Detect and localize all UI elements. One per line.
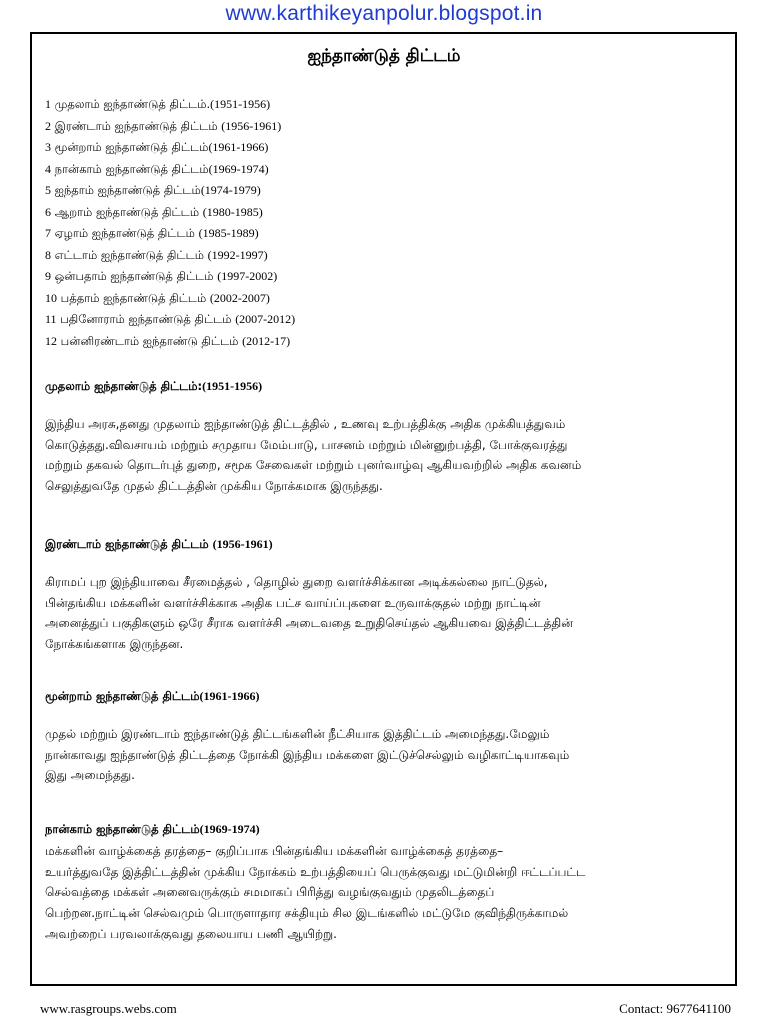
section-paragraph-first-plan: இந்திய அரசு,தனது முதலாம் ஐந்தாண்டுத் திட்டத்தில் , உணவு உற்பத்திக்கு அதிக முக்கியத்துவம் கொடுத்தது.விவசாயம் மற்றும் சமுதாய மேம்பாடு, பாசனம் மற்றும் மின்னுற்பத்தி, போக்குவரத்து மற்றும் தகவல் தொடர்புத் துறை, சமூக சேவைகள் மற்றும் புனர்வாழ்வு ஆகியவற்றில் அதிக கவனம் செலுத்துவதே முதல் திட்டத்தின் முக்கிய நோக்கமாக இருந்தது. [45,417,582,494]
list-item: 11 பதினோராம் ஐந்தாண்டுத் திட்டம் (2007-2012) [45,312,296,326]
list-item: 10 பத்தாம் ஐந்தாண்டுத் திட்டம் (2002-2007) [45,290,270,305]
section-heading-third-plan: மூன்றாம் ஐந்தாண்டுத் திட்டம்(1961-1966) [45,689,260,703]
section-paragraph-fourth-plan: மக்களின் வாழ்க்கைத் தரத்தை– குறிப்பாக பின்தங்கிய மக்களின் வாழ்க்கைத் தரத்தை– உயர்த்துவதே இத்திட்டத்தின் முக்கிய நோக்கம் உற்பத்தியைப் பெருக்குவது மட்டுமின்றி ஈட்டப்பட்ட செல்வத்தை மக்கள் அனைவருக்கும் சமமாகப் பிரித்து வழங்குவதும் முதலிடத்தைப் பெற்றன.நாட்டின் செல்வமும் பொருளாதார சக்தியும் சில இடங்களில் மட்டுமே குவிந்திருக்காமல் அவற்றைப் பரவலாக்குவது தலையாய பணி ஆயிற்று. [45,844,586,941]
list-item: 8 எட்டாம் ஐந்தாண்டுத் திட்டம் (1992-1997) [45,247,268,262]
list-item: 2 இரண்டாம் ஐந்தாண்டுத் திட்டம் (1956-1961) [45,118,282,133]
list-item: 12 பன்னிரண்டாம் ஐந்தாண்டு திட்டம் (2012-17) [45,333,291,348]
list-item: 1 முதலாம் ஐந்தாண்டுத் திட்டம்.(1951-1956) [45,97,271,111]
list-item: 5 ஐந்தாம் ஐந்தாண்டுத் திட்டம்(1974-1979) [45,183,261,197]
list-item: 4 நான்காம் ஐந்தாண்டுத் திட்டம்(1969-1974) [45,161,269,176]
site-url-header[interactable]: www.karthikeyanpolur.blogspot.in [225,2,543,25]
section-paragraph-third-plan: முதல் மற்றும் இரண்டாம் ஐந்தாண்டுத் திட்டங்களின் நீட்சியாக இத்திட்டம் அமைந்தது.மேலும் நான்காவது ஐந்தாண்டுத் திட்டத்தை நோக்கி இந்திய மக்களை இட்டுச்செல்லும் வழிகாட்டியாகவும் இது அமைந்தது. [45,727,570,783]
footer-website[interactable]: www.rasgroups.webs.com [40,1001,177,1016]
section-heading-second-plan: இரண்டாம் ஐந்தாண்டுத் திட்டம் (1956-1961) [45,537,273,551]
document-title: ஐந்தாண்டுத் திட்டம் [307,46,461,66]
section-heading-fourth-plan: நான்காம் ஐந்தாண்டுத் திட்டம்(1969-1974) [45,822,260,836]
list-item: 9 ஒன்பதாம் ஐந்தாண்டுத் திட்டம் (1997-2002) [45,269,278,283]
plan-list [45,94,295,352]
list-item: 7 ஏழாம் ஐந்தாண்டுத் திட்டம் (1985-1989) [45,226,259,240]
section-heading-first-plan: முதலாம் ஐந்தாண்டுத் திட்டம்:(1951-1956) [45,379,263,393]
footer-contact: Contact: 9677641100 [619,1001,731,1016]
list-item: 3 மூன்றாம் ஐந்தாண்டுத் திட்டம்(1961-1966) [45,140,269,154]
section-paragraph-second-plan: கிராமப் புற இந்தியாவை சீரமைத்தல் , தொழில் துறை வளர்ச்சிக்கான அடிக்கல்லை நாட்டுதல், பின்தங்கிய மக்களின் வளர்ச்சிக்காக அதிக பட்ச வாய்ப்புகளை உருவாக்குதல் மற்று நாட்டின் அனைத்துப் பகுதிகளும் ஒரே சீராக வளர்ச்சி அடைவதை உறுதிசெய்தல் ஆகியவை இத்திட்டத்தின் நோக்கங்களாக இருந்தன. [45,575,573,652]
list-item: 6 ஆறாம் ஐந்தாண்டுத் திட்டம் (1980-1985) [45,204,263,219]
